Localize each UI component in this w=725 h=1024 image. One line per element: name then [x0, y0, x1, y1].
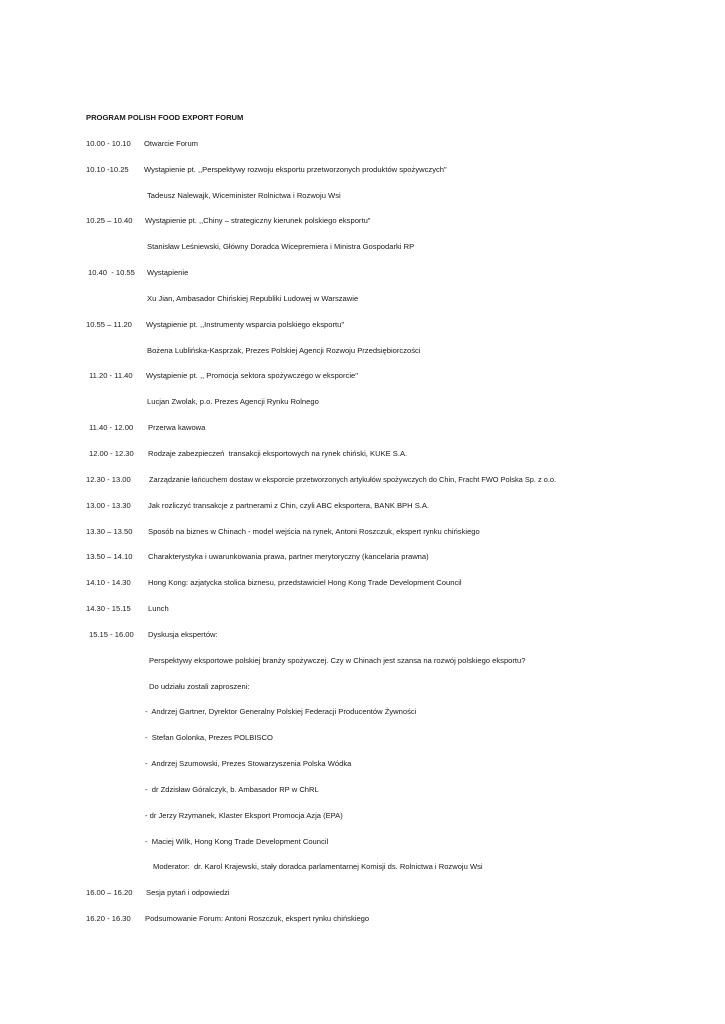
schedule-text: Dyskusja ekspertów: — [148, 630, 218, 639]
schedule-time: 13.00 - 13.30 — [86, 501, 131, 510]
panelist-item: - Andrzej Gartner, Dyrektor Generalny Polskiej Federacji Producentów Żywności — [145, 707, 417, 716]
schedule-time: 12.30 - 13.00 — [86, 475, 131, 484]
schedule-text: Wystąpienie pt. ,,Perspektywy rozwoju eksportu przetworzonych produktów spożywczych" — [144, 165, 447, 174]
schedule-time: 16.20 - 16.30 — [86, 914, 131, 923]
panelist-item: - Andrzej Szumowski, Prezes Stowarzyszenia Polska Wódka — [145, 759, 352, 768]
schedule-text: Wystąpienie — [147, 268, 189, 277]
discussion-invited-label: Do udziału zostali zaproszeni: — [149, 682, 250, 691]
schedule-time: 13.50 – 14.10 — [86, 552, 133, 561]
schedule-time: 12.00 - 12.30 — [89, 449, 134, 458]
discussion-topic: Perspektywy eksportowe polskiej branży spożywczej. Czy w Chinach jest szansa na rozwój polskiego eksportu? — [149, 656, 526, 665]
schedule-speaker: Stanisław Leśniewski, Główny Doradca Wicepremiera i Ministra Gospodarki RP — [147, 242, 415, 251]
schedule-text: Wystąpienie pt. ,,Instrumenty wsparcia polskiego eksportu" — [146, 320, 345, 329]
schedule-text: Jak rozliczyć transakcje z partnerami z Chin, czyli ABC eksportera, BANK BPH S.A. — [148, 501, 430, 510]
schedule-time: 15.15 - 16.00 — [89, 630, 134, 639]
schedule-text: Sesja pytań i odpowiedzi — [146, 888, 230, 897]
schedule-speaker: Bożena Lublińska-Kasprzak, Prezes Polskiej Agencji Rozwoju Przedsiębiorczości — [147, 346, 421, 355]
panelist-item: - dr Jerzy Rzymanek, Klaster Eksport Promocja Azja (EPA) — [145, 811, 343, 820]
schedule-time: 10.40 - 10.55 — [88, 268, 135, 277]
schedule-time: 10.00 - 10.10 — [86, 139, 131, 148]
schedule-text: Zarządzanie łańcuchem dostaw w eksporcie przetworzonych artykułów spożywczych do Chin, Fracht FWO Polska Sp. z o.o. — [149, 475, 557, 484]
moderator-line: Moderator: dr. Karol Krajewski, stały doradca parlamentarnej Komisji ds. Rolnictwa i Rozwoju Wsi — [153, 862, 483, 871]
document-title: PROGRAM POLISH FOOD EXPORT FORUM — [86, 113, 244, 122]
schedule-time: 16.00 – 16.20 — [86, 888, 133, 897]
schedule-text: Wystąpienie pt. ,,Chiny – strategiczny kierunek polskiego eksportu" — [145, 216, 371, 225]
schedule-text: Rodzaje zabezpieczeń transakcji eksportowych na rynek chiński, KUKE S.A. — [148, 449, 408, 458]
schedule-text: Sposób na biznes w Chinach - model wejścia na rynek, Antoni Roszczuk, ekspert rynku chińskiego — [148, 527, 480, 536]
schedule-time: 14.30 - 15.15 — [86, 604, 131, 613]
schedule-time: 10.55 – 11.20 — [86, 320, 132, 329]
schedule-speaker: Tadeusz Nalewajk, Wiceminister Rolnictwa i Rozwoju Wsi — [147, 191, 341, 200]
schedule-text: Podsumowanie Forum: Antoni Roszczuk, ekspert rynku chińskiego — [145, 914, 370, 923]
panelist-item: - dr Zdzisław Góralczyk, b. Ambasador RP w ChRL — [145, 785, 319, 794]
schedule-time: 11.40 - 12.00 — [89, 423, 134, 432]
schedule-text: Otwarcie Forum — [144, 139, 199, 148]
schedule-time: 11.20 - 11.40 — [89, 371, 133, 380]
schedule-time: 10.10 -10.25 — [86, 165, 129, 174]
schedule-text: Przerwa kawowa — [148, 423, 206, 432]
schedule-time: 14.10 - 14.30 — [86, 578, 131, 587]
schedule-speaker: Xu Jian, Ambasador Chińskiej Republiki Ludowej w Warszawie — [147, 294, 359, 303]
schedule-text: Wystąpienie pt. ,, Promocja sektora spożywczego w eksporcie" — [146, 371, 358, 380]
schedule-text: Charakterystyka i uwarunkowania prawa, partner merytoryczny (kancelaria prawna) — [148, 552, 429, 561]
schedule-speaker: Lucjan Zwolak, p.o. Prezes Agencji Rynku Rolnego — [147, 397, 319, 406]
schedule-text: Hong Kong: azjatycka stolica biznesu, przedstawiciel Hong Kong Trade Development Council — [148, 578, 462, 587]
schedule-text: Lunch — [148, 604, 169, 613]
panelist-item: - Maciej Wilk, Hong Kong Trade Development Council — [145, 837, 329, 846]
schedule-time: 13.30 – 13.50 — [86, 527, 133, 536]
panelist-item: - Stefan Golonka, Prezes POLBISCO — [145, 733, 273, 742]
schedule-time: 10.25 – 10.40 — [86, 216, 133, 225]
